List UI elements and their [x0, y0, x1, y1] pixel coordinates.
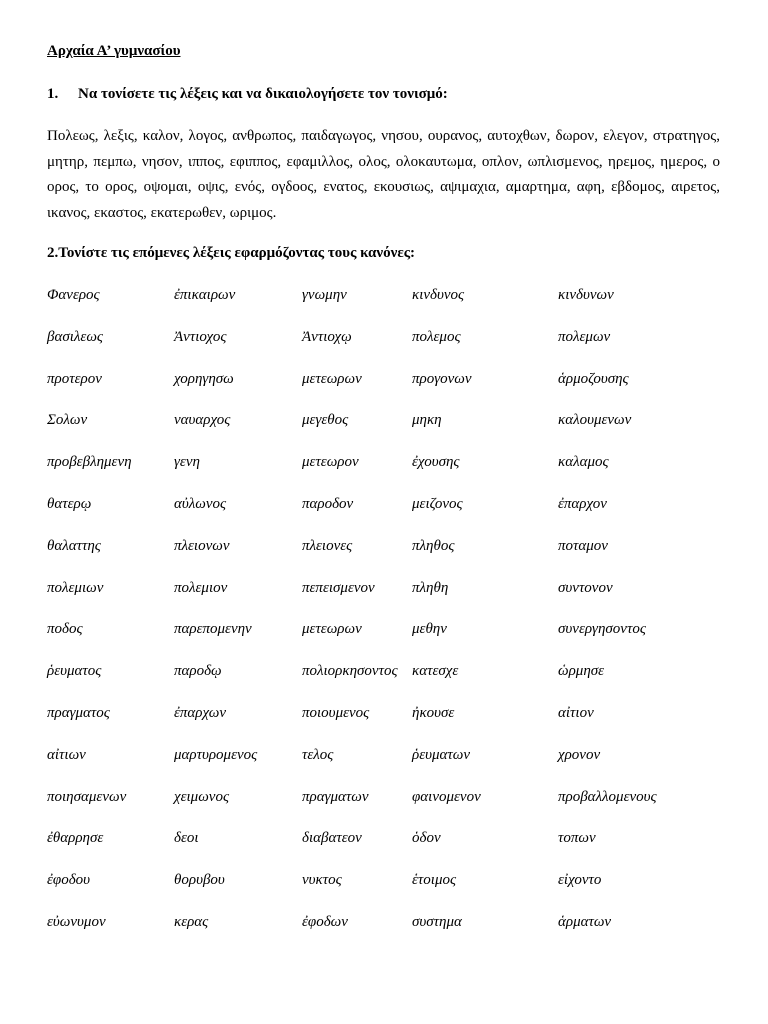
word-cell: γενη	[174, 454, 200, 471]
question-1-number: 1.	[47, 86, 59, 102]
word-cell: ὁδον	[412, 830, 441, 847]
word-cell: προγονων	[412, 370, 472, 387]
word-cell: τοπων	[558, 830, 596, 847]
word-cell: καλουμενων	[558, 412, 632, 429]
word-cell: ῥευματος	[47, 663, 102, 680]
word-cell: πλειονες	[302, 537, 353, 554]
word-cell: Ἀντιοχῳ	[302, 328, 352, 345]
word-cell: πολιορκησοντος	[302, 663, 398, 680]
word-cell: ὡρμησε	[558, 663, 605, 680]
word-row	[47, 747, 737, 789]
word-cell: προβεβλημενη	[47, 454, 132, 471]
word-row	[47, 705, 737, 747]
word-cell: θατερῳ	[47, 495, 92, 512]
word-cell: θορυβου	[174, 872, 225, 889]
word-cell: ἐχουσης	[412, 454, 460, 471]
word-cell: κατεσχε	[412, 663, 459, 680]
word-cell: εἰχοντο	[558, 872, 602, 889]
word-cell: πλειονων	[174, 537, 230, 554]
word-row	[47, 454, 737, 496]
word-cell: χρονον	[558, 746, 601, 763]
word-cell: ἐπικαιρων	[174, 287, 236, 303]
question-1	[47, 86, 448, 103]
word-cell: χορηγησω	[174, 370, 234, 387]
word-cell: ποδος	[47, 621, 83, 638]
word-cell: ἐπαρχων	[174, 704, 227, 721]
word-row	[47, 538, 737, 580]
word-cell: ποταμον	[558, 537, 608, 554]
word-cell: συντονον	[558, 579, 613, 596]
word-cell: ῥευματων	[412, 746, 471, 763]
word-row	[47, 663, 737, 705]
word-cell: συστημα	[412, 913, 462, 930]
word-row	[47, 412, 737, 454]
word-cell: προβαλλομενους	[558, 788, 657, 805]
word-cell: πολεμιον	[174, 579, 228, 596]
word-cell: Ἀντιοχος	[174, 328, 227, 345]
word-row	[47, 872, 737, 914]
word-cell: βασιλεως	[47, 328, 103, 345]
word-paragraph: Πολεως, λεξις, καλον, λογος, ανθρωπος, παιδαγωγος, νησου, ουρανος, αυτοχθων, δωρον, ελεγον, στρατηγος, μητηρ, πεμπω, νησον, ιππος, εφιππος, εφαμιλλος, ολος, ολοκαυτωμα, οπλον, ωπλισμενος, ηρεμος, ημερος, ο ορος, το ορος, οψομαι, οψις, ενός, ογδοος, ενατος, εκουσιως, αψιμαχια, αμαρτημα, αφη, εβδομος, αιρετος, ικανος, εκαστος, εκατερωθεν, ωριμος.	[47, 128, 720, 221]
word-cell: προτερον	[47, 370, 102, 387]
word-cell: πολεμος	[412, 328, 461, 345]
word-cell: συνεργησοντος	[558, 621, 646, 638]
word-cell: μεθην	[412, 621, 447, 638]
word-row	[47, 914, 737, 956]
word-cell: μετεωρων	[302, 370, 362, 387]
word-cell: φαινομενον	[412, 788, 481, 805]
word-cell: τελος	[302, 746, 334, 763]
word-row	[47, 621, 737, 663]
word-cell: νυκτος	[302, 872, 342, 889]
word-cell: κινδυνων	[558, 287, 614, 303]
word-cell: Φανερος	[47, 287, 100, 303]
word-cell: ἐθαρρησε	[47, 830, 104, 847]
word-cell: ἑτοιμος	[412, 872, 457, 889]
word-cell: ναυαρχος	[174, 412, 231, 429]
document-title: Αρχαία Α’ γυμνασίου	[47, 43, 181, 59]
word-cell: ἁρμοζουσης	[558, 370, 629, 387]
word-cell: μετεωρων	[302, 621, 362, 638]
word-cell: αἰτιον	[558, 704, 594, 721]
word-cell: ἐφοδων	[302, 913, 348, 930]
word-cell: πολεμων	[558, 328, 611, 345]
word-row	[47, 371, 737, 413]
word-row	[47, 287, 737, 329]
question-2: 2.Τονίστε τις επόμενες λέξεις εφαρμόζοντας τους κανόνες:	[47, 245, 416, 261]
word-cell: κερας	[174, 913, 209, 930]
word-cell: γνωμην	[302, 287, 347, 303]
word-cell: μετεωρον	[302, 454, 359, 471]
word-cell: ἐπαρχον	[558, 495, 607, 512]
word-cell: πολεμιων	[47, 579, 104, 596]
word-row	[47, 496, 737, 538]
word-cell: παροδῳ	[174, 663, 222, 680]
word-cell: Σολων	[47, 412, 88, 429]
word-cell: μεγεθος	[302, 412, 349, 429]
word-cell: μαρτυρομενος	[174, 746, 258, 763]
word-cell: θαλαττης	[47, 537, 101, 554]
word-cell: διαβατεον	[302, 830, 362, 847]
word-cell: ἠκουσε	[412, 704, 455, 721]
word-cell: ἁρματων	[558, 913, 612, 930]
word-row	[47, 580, 737, 622]
word-cell: πεπεισμενον	[302, 579, 375, 596]
word-cell: ἐφοδου	[47, 872, 91, 889]
word-cell: πληθος	[412, 537, 455, 554]
word-cell: μειζονος	[412, 495, 463, 512]
word-cell: παρεπομενην	[174, 621, 252, 638]
word-cell: ποιησαμενων	[47, 788, 127, 805]
word-cell: ποιουμενος	[302, 704, 370, 721]
word-grid	[47, 287, 737, 956]
word-row	[47, 830, 737, 872]
word-cell: δεοι	[174, 830, 199, 847]
word-cell: κινδυνος	[412, 287, 465, 303]
word-cell: πραγματων	[302, 788, 369, 805]
question-1-text: Να τονίσετε τις λέξεις και να δικαιολογήσετε τον τονισμό:	[78, 86, 448, 102]
word-row	[47, 789, 737, 831]
word-cell: αὐλωνος	[174, 495, 227, 512]
word-cell: χειμωνος	[174, 788, 230, 805]
word-cell: καλαμος	[558, 454, 609, 471]
word-cell: παροδον	[302, 495, 354, 512]
word-cell: εὐωνυμον	[47, 913, 106, 930]
word-row	[47, 329, 737, 371]
word-cell: αἰτιων	[47, 746, 86, 763]
word-cell: πραγματος	[47, 704, 110, 721]
word-cell: μηκη	[412, 412, 442, 429]
word-cell: πληθη	[412, 579, 449, 596]
